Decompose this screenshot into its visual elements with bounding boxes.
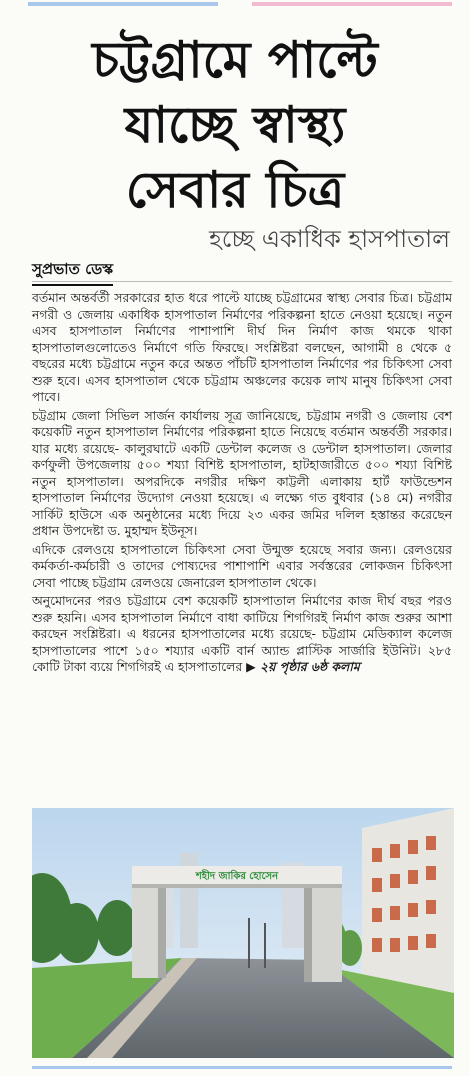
byline: সুপ্রভাত ডেস্ক <box>32 258 113 286</box>
paragraph <box>32 593 452 676</box>
headline <box>20 28 450 223</box>
bottom-rule <box>32 1066 452 1069</box>
hospital-gate-photo <box>32 808 454 1058</box>
article-body <box>32 290 452 678</box>
headline-line-1: চট্টগ্রামে পাল্টে <box>92 31 378 89</box>
paragraph-text: অনুমোদনের পরও চট্টগ্রামে বেশ কয়েকটি হাসপাতাল নির্মাণের কাজ দীর্ঘ বছর পরও শুরু হয়নি। এসব হাসপাতাল নির্মাণে বাধা কাটিয়ে শিগগিরই নির্মাণ কাজ শুরুর আশা করছেন সংশ্লিষ্টরা। এ ধরনের হাসপাতালের মধ্যে রয়েছে- চট্টগ্রাম মেডিক্যাল কলেজ হাসপাতালের পাশে ১৫০ শয্যার একটি বার্ন অ্যান্ড প্লাস্টিক সার্জারি ইউনিট। ২৮৫ কোটি টাকা ব্যয়ে শিগগিরই এ হাসপাতালের <box>32 593 452 674</box>
headline-line-2: যাচ্ছে স্বাস্থ্য <box>124 96 346 154</box>
subheadline: হচ্ছে একাধিক হাসপাতাল <box>209 225 450 253</box>
headline-line-3: সেবার চিত্র <box>125 161 345 219</box>
top-rule-blue <box>28 2 218 6</box>
paragraph: চট্টগ্রাম জেলা সিভিল সার্জন কার্যালয় সূত্র জানিয়েছে, চট্টগ্রাম নগরী ও জেলায় বেশ কয়েকটি নতুন হাসপাতাল নির্মাণের পরিকল্পনা হাতে নিয়েছে বর্তমান অন্তর্বর্তী সরকার। যার মধ্যে রয়েছে- কালুরঘাটে একটি ডেন্টাল কলেজ ও ডেন্টাল হাসপাতাল। জেলার কর্ণফুলী উপজেলায় ৫০০ শয্যা বিশিষ্ট হাসপাতাল, হাটহাজারীতে ৫০০ শয্যা বিশিষ্ট নতুন হাসপাতাল। অপরদিকে নগরীর দক্ষিণ কাট্টলী এলাকায় হার্ট ফাউন্ডেশন হাসপাতাল নির্মাণের উদ্যোগ নেওয়া হয়েছে। এ লক্ষ্যে গত বুধবার (১৪ মে) নগরীর সার্কিট হাউসে এক অনুষ্ঠানের মধ্যে দিয়ে ২৩ একর জমির দলিল হস্তান্তর করেছেন প্রধান উপদেষ্টা ড. মুহাম্মদ ইউনূস। <box>32 407 452 538</box>
paragraph: এদিকে রেলওয়ে হাসপাতালে চিকিৎসা সেবা উন্মুক্ত হয়েছে সবার জন্য। রেলওয়ের কর্মকর্তা-কর্মচারী ও তাদের পোষ্যদের পাশাপাশি এবার সর্বস্তরের লোকজন চিকিৎসা সেবা পাচ্ছে চট্টগ্রাম রেলওয়ে জেনারেল হাসপাতাল থেকে। <box>32 541 452 590</box>
gate-sign-text: শহীদ জাকির হোসেন <box>195 871 279 882</box>
top-rule-pink <box>252 2 452 6</box>
byline-divider <box>32 281 452 282</box>
continuation-link[interactable]: ▶ ২য় পৃষ্ঠার ৬ষ্ঠ কলাম <box>246 659 360 674</box>
paragraph: বর্তমান অন্তর্বর্তী সরকারের হাত ধরে পাল্টে যাচ্ছে চট্টগ্রামের স্বাস্থ্য সেবার চিত্র। চট্টগ্রাম নগরী ও জেলায় একাধিক হাসপাতাল নির্মাণের পরিকল্পনা হাতে নেওয়া হয়েছে। নতুন এসব হাসপাতাল নির্মাণের পাশাপাশি দীর্ঘ দিন নির্মাণ কাজ থমকে থাকা হাসপাতালগুলোতেও নির্মাণে গতি ফিরছে। সংশ্লিষ্টরা বলছেন, আগামী ৪ থেকে ৫ বছরের মধ্যে চট্টগ্রামে নতুন করে অন্তত পাঁচটি হাসপাতাল নির্মাণের পর চিকিৎসা সেবা শুরু হবে। এসব হাসপাতাল থেকে চট্টগ্রাম অঞ্চলের কয়েক লাখ মানুষ চিকিৎসা সেবা পাবে। <box>32 290 453 404</box>
